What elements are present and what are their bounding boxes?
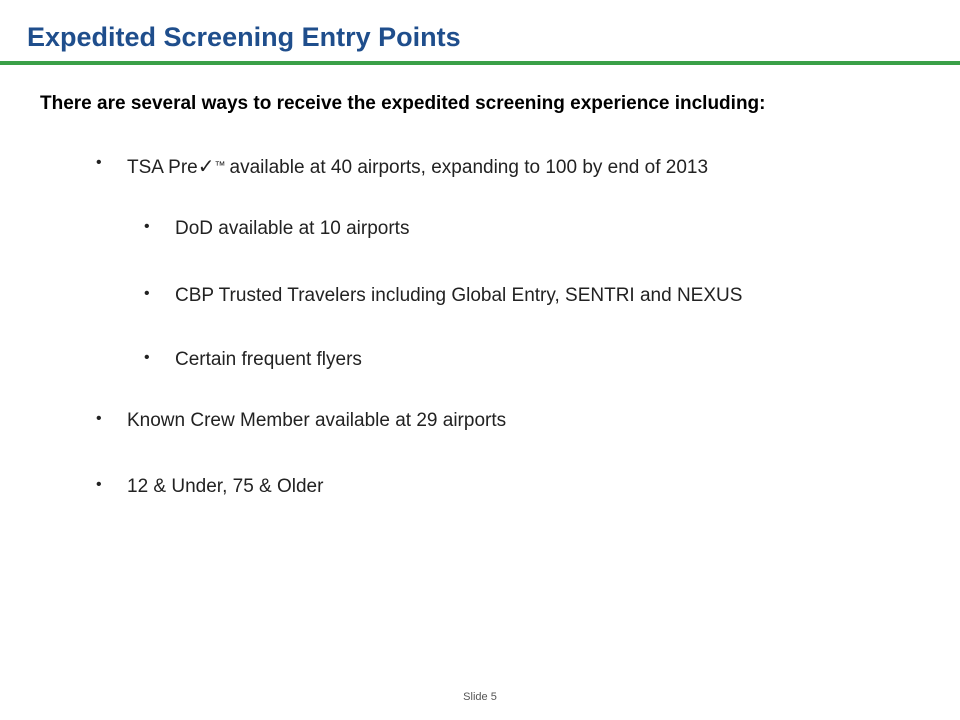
bullet-text: Certain frequent flyers: [175, 349, 362, 370]
bullet-marker: •: [144, 285, 150, 302]
title-divider: [0, 61, 960, 65]
bullet-dod: [144, 218, 410, 240]
bullet-known-crew-member: [96, 410, 507, 432]
bullet-text: 12 & Under, 75 & Older: [127, 476, 324, 497]
bullet-frequent-flyers: [144, 349, 362, 371]
bullet-marker: •: [96, 476, 102, 493]
bullet-text: available at 40 airports, expanding to 100 by end of 2013: [229, 157, 709, 178]
bullet-text: TSA Pre: [127, 157, 198, 178]
slide-number: Slide 5: [463, 691, 497, 703]
bullet-marker: •: [96, 410, 102, 427]
bullet-marker: •: [144, 349, 150, 366]
trademark-symbol: ™: [214, 160, 226, 172]
bullet-marker: •: [144, 218, 150, 235]
bullet-text: Known Crew Member available at 29 airports: [127, 410, 507, 431]
checkmark-icon: ✓: [197, 156, 215, 178]
bullet-age-exemption: [96, 476, 324, 498]
intro-text: There are several ways to receive the expedited screening experience including:: [40, 93, 766, 114]
bullet-marker: •: [96, 154, 102, 171]
bullet-text: CBP Trusted Travelers including Global Entry, SENTRI and NEXUS: [175, 285, 743, 306]
bullet-tsa-precheck: [96, 154, 709, 179]
bullet-cbp-trusted-travelers: [144, 285, 743, 307]
slide-title: Expedited Screening Entry Points: [27, 22, 461, 52]
bullet-text: DoD available at 10 airports: [175, 218, 410, 239]
